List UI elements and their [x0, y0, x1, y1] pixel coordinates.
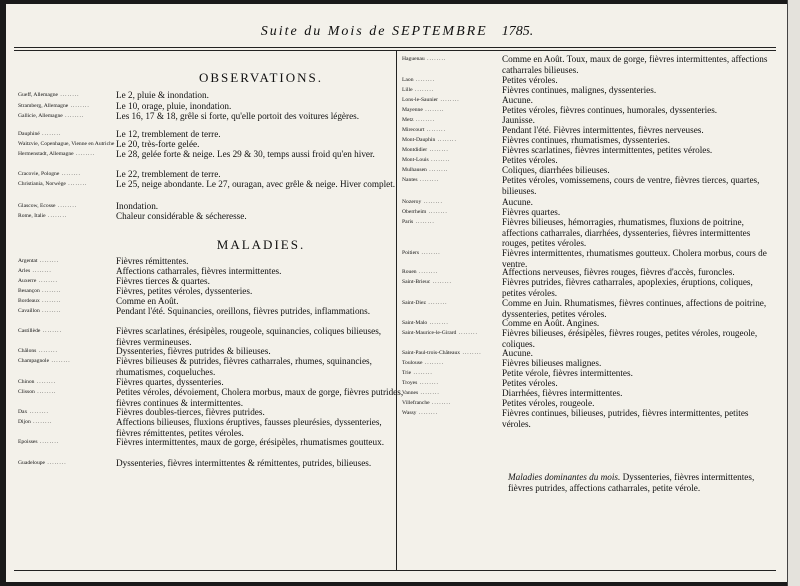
- entry-text: Le 20, très-forte gelée.: [116, 139, 200, 149]
- table-row: [18, 276, 406, 287]
- place-name: Vannes .....: [402, 388, 502, 399]
- table-row: [402, 155, 774, 166]
- table-row: [402, 165, 774, 176]
- place-name: Christiania, Norwège .....: [18, 179, 116, 190]
- table-row: [18, 377, 406, 388]
- table-row: [402, 378, 774, 389]
- table-row: [18, 407, 406, 418]
- place-name: Saint-Brieuc .....: [402, 277, 502, 298]
- place-name: Mont-Dauphin .....: [402, 135, 502, 146]
- place-name: Troyes .....: [402, 378, 502, 389]
- table-row: [402, 408, 774, 429]
- place-name: Gueff, Allemagne .....: [18, 90, 116, 101]
- table-row: [402, 267, 774, 278]
- entry-text: Le 22, tremblement de terre.: [116, 169, 221, 179]
- entry-text: Aucune.: [502, 197, 533, 207]
- table-row: [18, 111, 406, 122]
- entry-text: Fièvres continues, rhumatismes, dyssenteries.: [502, 135, 670, 145]
- entry-text: Petites véroles, dévoiement, Cholera morbus, maux de gorge, fièvres putrides, fièvres continues & intermittentes.: [116, 387, 404, 408]
- table-row: [402, 95, 774, 106]
- entry-text: Fièvres bilieuses, érésipèles, fièvres rouges, petites véroles, rougeole, coliques.: [502, 328, 758, 349]
- entry-text: Affections nerveuses, fièvres rouges, fièvres d'accès, furoncles.: [502, 267, 735, 277]
- place-name: Glascow, Ecosse .....: [18, 201, 116, 212]
- place-name: Rome, Italie .....: [18, 211, 116, 222]
- entry-text: Le 10, orage, pluie, inondation.: [116, 101, 232, 111]
- place-name: Rouen .....: [402, 267, 502, 278]
- header-rule-double: [14, 50, 776, 51]
- place-name: Chinon .....: [18, 377, 116, 388]
- table-row: [18, 306, 406, 317]
- place-name: Saint-Malo .....: [402, 318, 502, 329]
- place-name: Clisson .....: [18, 387, 116, 408]
- entry-text: Fièvres bilieuses & putrides, fièvres catharrales, rhumes, squinancies, rhumatismes, coqueluches.: [116, 356, 372, 377]
- table-row: [402, 298, 774, 319]
- entry-text: Le 12, tremblement de terre.: [116, 129, 221, 139]
- entry-text: Comme en Août.: [116, 296, 179, 306]
- entry-text: Diarrhées, fièvres intermittentes.: [502, 388, 623, 398]
- place-name: Montdidier .....: [402, 145, 502, 156]
- entry-text: Fièvres continues, malignes, dyssenteries.: [502, 85, 657, 95]
- place-name: Metz .....: [402, 115, 502, 126]
- place-name: Saint-Paul-trois-Châteaux .....: [402, 348, 502, 359]
- entry-text: Fièvres rémittentes.: [116, 256, 189, 266]
- table-row: [402, 54, 774, 75]
- entry-text: Fièvres putrides, fièvres catharrales, apoplexies, éruptions, coliques, petites véroles.: [502, 277, 753, 298]
- table-row: [18, 149, 406, 160]
- place-name: Laon .....: [402, 75, 502, 86]
- place-name: Mulhausen .....: [402, 165, 502, 176]
- entry-text: Les 16, 17 & 18, grêle si forte, qu'elle portoit des voitures légères.: [116, 111, 360, 121]
- header-rule: [14, 47, 776, 48]
- place-name: Stramberg, Allemagne .....: [18, 101, 116, 112]
- table-row: [402, 175, 774, 196]
- place-name: Mayenne .....: [402, 105, 502, 116]
- table-row: [402, 85, 774, 96]
- table-row: [402, 197, 774, 208]
- entry-text: Petite vérole, fièvres intermittentes.: [502, 368, 633, 378]
- table-row: [18, 296, 406, 307]
- place-name: Cavaillon .....: [18, 306, 116, 317]
- bottom-rule: [14, 570, 776, 571]
- entry-text: Aucune.: [502, 95, 533, 105]
- book-edge: [787, 0, 800, 586]
- place-name: Arles .....: [18, 266, 116, 277]
- table-row: [402, 217, 774, 249]
- entry-text: Coliques, diarrhées bilieuses.: [502, 165, 610, 175]
- entry-text: Affections catharrales, fièvres intermittentes.: [116, 266, 282, 276]
- place-name: Trie .....: [402, 368, 502, 379]
- place-name: Besançon .....: [18, 286, 116, 297]
- table-row: [18, 286, 406, 297]
- table-row: [402, 388, 774, 399]
- summary-text: Dyssenteries, fièvres intermittentes, fièvres putrides, affections catharrales, petite vérole.: [508, 472, 755, 493]
- place-name: Nantes .....: [402, 175, 502, 196]
- place-name: Gallicie, Allemagne .....: [18, 111, 116, 122]
- place-name: Bordeaux .....: [18, 296, 116, 307]
- table-row: [402, 135, 774, 146]
- entry-text: Fièvres bilieuses malignes.: [502, 358, 602, 368]
- table-row: [18, 417, 406, 438]
- table-row: [18, 211, 406, 222]
- place-name: Paris .....: [402, 217, 502, 249]
- table-row: [402, 348, 774, 359]
- observations-title: OBSERVATIONS.: [198, 70, 324, 85]
- entry-text: Petites véroles.: [502, 155, 558, 165]
- table-row: [402, 125, 774, 136]
- table-row: [18, 346, 406, 357]
- place-name: Poitiers .....: [402, 248, 502, 269]
- place-name: Mirecourt .....: [402, 125, 502, 136]
- entry-text: Affections bilieuses, fluxions éruptives, fausses pleurésies, dyssenteries, fièvres rémittentes, petites véroles.: [116, 417, 382, 438]
- entry-text: Jaunisse.: [502, 115, 535, 125]
- entry-text: Petites véroles.: [502, 75, 558, 85]
- entry-text: Inondation.: [116, 201, 159, 211]
- place-name: Auxerre .....: [18, 276, 116, 287]
- table-row: [18, 179, 406, 190]
- entry-text: Fièvres quartes.: [502, 207, 561, 217]
- entry-text: Comme en Août. Angines.: [502, 318, 600, 328]
- entry-text: Fièvres tierces & quartes.: [116, 276, 210, 286]
- place-name: Nozeroy .....: [402, 197, 502, 208]
- entry-text: Petites véroles, vomissemens, cours de ventre, fièvres tierces, quartes, bilieuses.: [502, 175, 760, 196]
- page-header: [6, 24, 788, 40]
- table-row: [402, 277, 774, 298]
- place-name: Haguenau .....: [402, 54, 502, 75]
- table-row: [402, 145, 774, 156]
- entry-text: Dyssenteries, fièvres putrides & bilieuses.: [116, 346, 271, 356]
- entry-text: Comme en Août. Toux, maux de gorge, fièvres intermittentes, affections catharrales bilieuses.: [502, 54, 768, 75]
- place-name: Castillède .....: [18, 326, 116, 347]
- place-name: Saint-Maurice-le-Girard .....: [402, 328, 502, 349]
- table-row: [18, 201, 406, 212]
- table-row: [402, 328, 774, 349]
- maladies-title: MALADIES.: [216, 237, 306, 252]
- table-row: [18, 437, 406, 448]
- place-name: Châlons .....: [18, 346, 116, 357]
- table-row: [402, 115, 774, 126]
- entry-text: Fièvres quartes, dyssenteries.: [116, 377, 224, 387]
- table-row: [402, 318, 774, 329]
- place-name: Waitzvie, Copenhague, Vienne en Autriche .....: [18, 139, 116, 150]
- table-row: [402, 358, 774, 369]
- table-row: [18, 139, 406, 150]
- place-name: Guadeloupe .....: [18, 458, 116, 469]
- table-row: [402, 75, 774, 86]
- table-row: [402, 207, 774, 218]
- place-name: Wassy .....: [402, 408, 502, 429]
- table-row: [402, 398, 774, 409]
- entry-text: Fièvres intermittentes, maux de gorge, érésipèles, rhumatismes goutteux.: [116, 437, 384, 447]
- table-row: [18, 101, 406, 112]
- table-row: [18, 169, 406, 180]
- entry-text: Petites véroles, rougeole.: [502, 398, 595, 408]
- summary-block: [508, 472, 780, 493]
- table-row: [18, 356, 406, 377]
- table-row: [402, 105, 774, 116]
- table-row: [402, 248, 774, 269]
- place-name: Mont-Louis .....: [402, 155, 502, 166]
- place-name: Toulouse .....: [402, 358, 502, 369]
- table-row: [18, 458, 406, 469]
- place-name: Epoisses .....: [18, 437, 116, 448]
- place-name: Lille .....: [402, 85, 502, 96]
- entry-text: Dyssenteries, fièvres intermittentes & rémittentes, putrides, bilieuses.: [116, 458, 372, 468]
- entry-text: Petites véroles, fièvres continues, humorales, dyssenteries.: [502, 105, 718, 115]
- entry-text: Le 28, gelée forte & neige. Les 29 & 30, temps aussi froid qu'en hiver.: [116, 149, 375, 159]
- place-name: Dax .....: [18, 407, 116, 418]
- entry-text: Chaleur considérable & sécheresse.: [116, 211, 247, 221]
- entry-text: Pendant l'été. Fièvres intermittentes, fièvres nerveuses.: [502, 125, 704, 135]
- table-row: [18, 256, 406, 267]
- entry-text: Fièvres bilieuses, hémorragies, rhumatismes, fluxions de poitrine, affections catharrales, diarrhées, dyssenteries, fièvres intermittentes rouges, petites véroles.: [502, 217, 751, 248]
- entry-text: Fièvres scarlatines, érésipèles, rougeole, squinancies, coliques bilieuses, fièvres vermineuses.: [116, 326, 382, 347]
- table-row: [18, 90, 406, 101]
- summary-label: Maladies dominantes du mois.: [508, 472, 621, 482]
- place-name: Dauphiné .....: [18, 129, 116, 140]
- entry-text: Pendant l'été. Squinancies, oreillons, fièvres putrides, inflammations.: [116, 306, 371, 316]
- place-name: Argentat .....: [18, 256, 116, 267]
- table-row: [18, 266, 406, 277]
- place-name: Villefranche .....: [402, 398, 502, 409]
- header-title: Suite du Mois de SEPTEMBRE: [260, 24, 488, 39]
- entry-text: Le 2, pluie & inondation.: [116, 90, 209, 100]
- table-row: [18, 387, 406, 408]
- place-name: Cracovie, Pologne .....: [18, 169, 116, 180]
- place-name: Lons-le-Saunier .....: [402, 95, 502, 106]
- place-name: Hermenstadt, Allemagne .....: [18, 149, 116, 160]
- entry-text: Comme en Juin. Rhumatismes, fièvres continues, affections de poitrine, dyssenteries, petites véroles.: [502, 298, 767, 319]
- entry-text: Fièvres scarlatines, fièvres intermittentes, petites véroles.: [502, 145, 713, 155]
- entry-text: Petites véroles.: [502, 378, 558, 388]
- entry-text: Le 25, neige abondante. Le 27, ouragan, avec grêle & neige. Hiver complet.: [116, 179, 396, 189]
- header-year: 1785.: [501, 24, 534, 39]
- place-name: Dijon .....: [18, 417, 116, 438]
- entry-text: Fièvres intermittentes, rhumatismes goutteux. Cholera morbus, cours de ventre.: [502, 248, 767, 269]
- ledger-page: [6, 4, 788, 582]
- table-row: [18, 326, 406, 347]
- table-row: [18, 129, 406, 140]
- entry-text: Aucune.: [502, 348, 533, 358]
- table-row: [402, 368, 774, 379]
- place-name: Oberrheim .....: [402, 207, 502, 218]
- entry-text: Fièvres doubles-tierces, fièvres putrides.: [116, 407, 265, 417]
- place-name: Saint-Diez .....: [402, 298, 502, 319]
- place-name: Champagnole .....: [18, 356, 116, 377]
- entry-text: Fièvres, petites véroles, dyssenteries.: [116, 286, 253, 296]
- entry-text: Fièvres continues, bilieuses, putrides, fièvres intermittentes, petites véroles.: [502, 408, 749, 429]
